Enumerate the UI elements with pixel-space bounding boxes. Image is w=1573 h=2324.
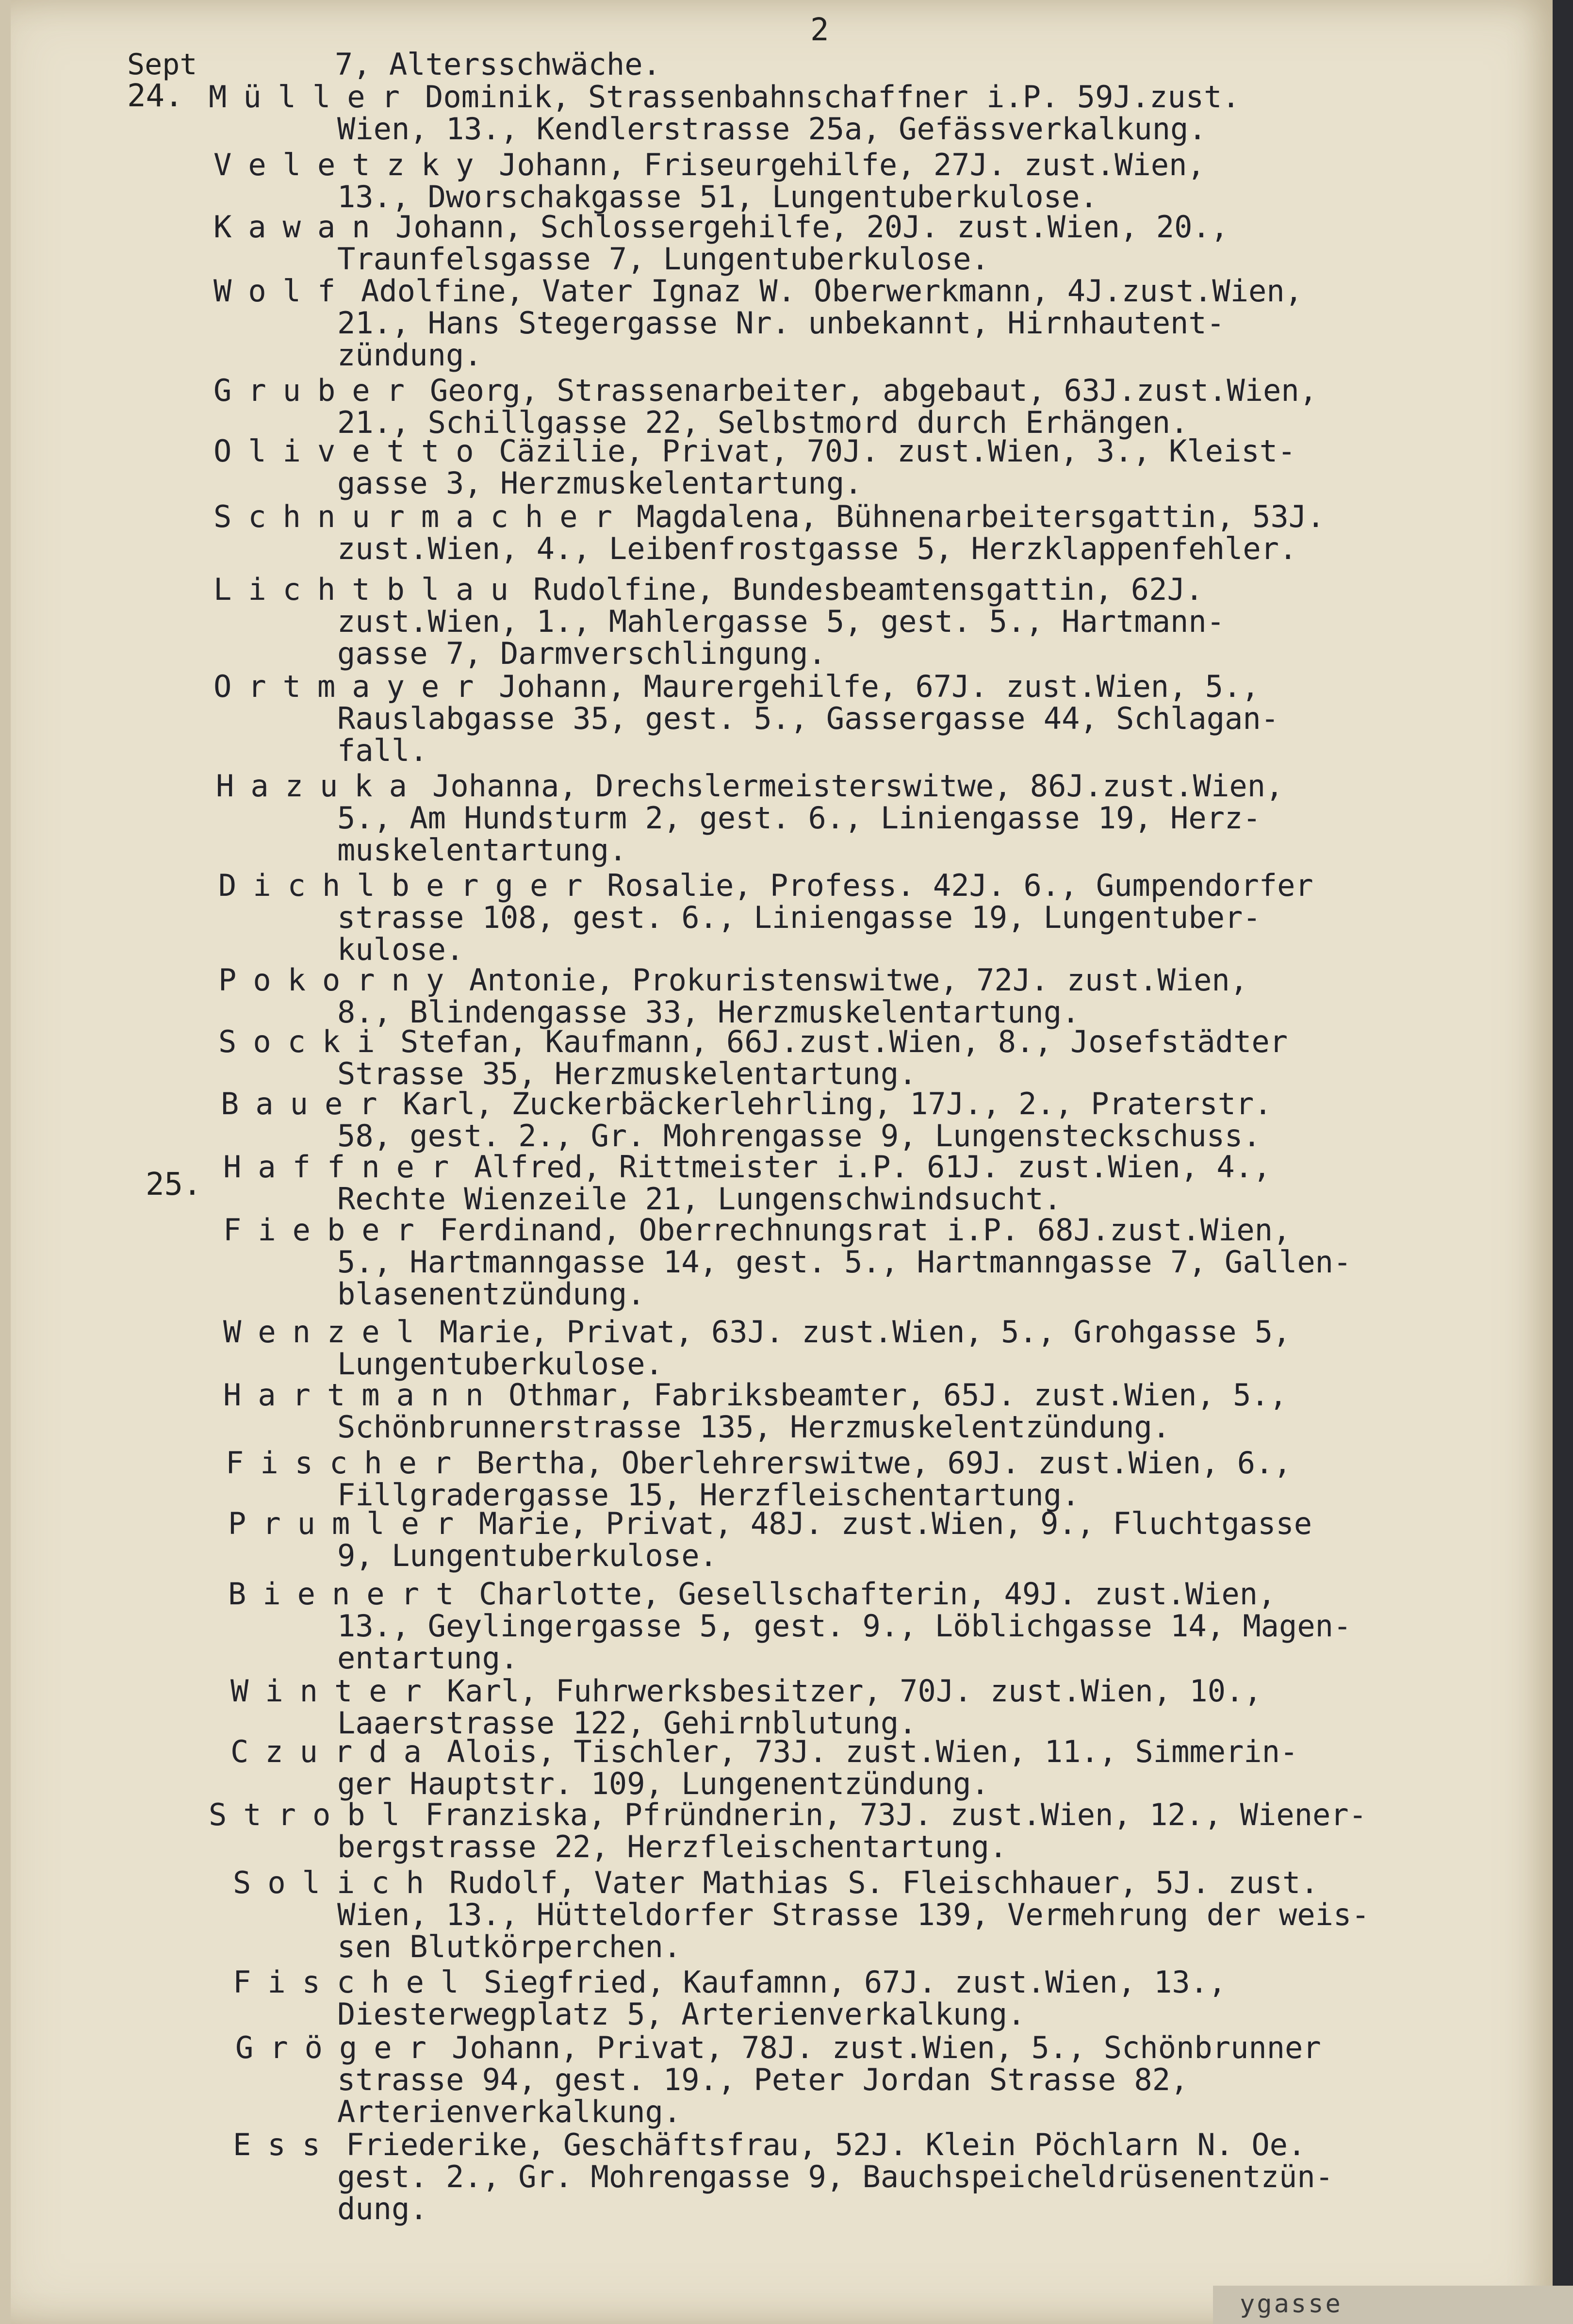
entry-surname: Fieber <box>223 1212 431 1248</box>
page-number: 2 <box>810 12 829 48</box>
entry-line: Johann, Maurergehilfe, 67J. zust.Wien, 5., <box>499 669 1260 704</box>
entry-line: Bertha, Oberlehrerswitwe, 69J. zust.Wien, 6., <box>476 1445 1292 1481</box>
entry-surname: Kawan <box>213 209 387 245</box>
entry-line: strasse 94, gest. 19., Peter Jordan Strasse 82, <box>337 2062 1189 2097</box>
entry-surname: Socki <box>218 1024 392 1059</box>
entry-line: muskelentartung. <box>337 832 627 868</box>
entry-surname: Schnurmacher <box>213 499 629 534</box>
entry-line: ger Hauptstr. 109, Lungenentzündung. <box>337 1766 989 1801</box>
entry-line: zündung. <box>337 337 482 373</box>
entry-surname: Haffner <box>223 1149 466 1185</box>
entry-line: 7, Altersschwäche. <box>335 47 661 82</box>
entry-line: Schönbrunnerstrasse 135, Herzmuskelentzündung. <box>337 1409 1171 1445</box>
entry-line: Magdalena, Bühnenarbeitersgattin, 53J. <box>637 499 1325 534</box>
entry-line: Siegfried, Kaufamnn, 67J. zust.Wien, 13., <box>484 1964 1227 2000</box>
entry-line: Ferdinand, Oberrechnungsrat i.P. 68J.zust.Wien, <box>440 1212 1291 1248</box>
entry-line: zust.Wien, 1., Mahlergasse 5, gest. 5., Hartmann- <box>337 604 1225 639</box>
entry-line: 13., Geylingergasse 5, gest. 9., Löblichgasse 14, Magen- <box>337 1608 1352 1644</box>
entry-line: Lungentuberkulose. <box>337 1346 663 1382</box>
entry-surname: Wolf <box>213 273 352 309</box>
entry-line: Cäzilie, Privat, 70J. zust.Wien, 3., Kleist- <box>499 433 1296 469</box>
entry-line: Antonie, Prokuristenswitwe, 72J. zust.Wien, <box>469 962 1248 998</box>
entry-surname: Pokorny <box>218 962 461 998</box>
entry-line: Wien, 13., Kendlerstrasse 25a, Gefässverkalkung. <box>337 111 1207 147</box>
entry-line: Strasse 35, Herzmuskelentartung. <box>337 1056 917 1091</box>
entry-line: Alfred, Rittmeister i.P. 61J. zust.Wien, 4., <box>474 1149 1271 1185</box>
entry-line: gest. 2., Gr. Mohrengasse 9, Bauchspeicheldrüsenentzün- <box>337 2159 1333 2194</box>
entry-line: 21., Schillgasse 22, Selbstmord durch Erhängen. <box>337 405 1189 440</box>
entry-surname: Ess <box>233 2127 337 2162</box>
entry-surname: Prumler <box>228 1506 471 1541</box>
entry-surname: Bienert <box>228 1576 471 1612</box>
entry-line: blasenentzündung. <box>337 1276 645 1312</box>
entry-surname: Bauer <box>221 1086 394 1121</box>
entry-surname: Hazuka <box>216 768 424 804</box>
entry-line: Stefan, Kaufmann, 66J.zust.Wien, 8., Josefstädter <box>400 1024 1288 1059</box>
entry-line: Georg, Strassenarbeiter, abgebaut, 63J.zust.Wien, <box>430 373 1318 408</box>
entry-surname: Gröger <box>235 2030 443 2065</box>
entry-line: Karl, Zuckerbäckerlehrling, 17J., 2., Praterstr. <box>403 1086 1272 1121</box>
entry-surname: Olivetto <box>213 433 491 469</box>
entry-surname: Gruber <box>213 373 421 408</box>
sheet-edge <box>0 0 11 2324</box>
entry-line: gasse 7, Darmverschlingung. <box>337 636 826 671</box>
entry-line: 9, Lungentuberkulose. <box>337 1538 718 1573</box>
entry-surname: Ortmayer <box>213 669 491 704</box>
entry-line: Adolfine, Vater Ignaz W. Oberwerkmann, 4J.zust.Wien, <box>361 273 1303 309</box>
date-month: Sept <box>127 48 197 82</box>
entry-line: Karl, Fuhrwerksbesitzer, 70J. zust.Wien, 10., <box>447 1673 1262 1709</box>
entry-line: 13., Dworschakgasse 51, Lungentuberkulose. <box>337 179 1098 214</box>
entry-line: Fillgradergasse 15, Herzfleischentartung. <box>337 1477 1080 1513</box>
entry-line: Traunfelsgasse 7, Lungentuberkulose. <box>337 241 989 277</box>
entry-line: Rosalie, Profess. 42J. 6., Gumpendorfer <box>607 868 1313 903</box>
entry-line: Franziska, Pfründnerin, 73J. zust.Wien, 12., Wiener- <box>425 1797 1367 1832</box>
entry-line: dung. <box>337 2191 428 2226</box>
entry-line: Marie, Privat, 48J. zust.Wien, 9., Fluchtgasse <box>479 1506 1312 1541</box>
entry-line: Johann, Friseurgehilfe, 27J. zust.Wien, <box>499 147 1205 182</box>
entry-line: Johann, Privat, 78J. zust.Wien, 5., Schönbrunner <box>452 2030 1321 2065</box>
entry-line: strasse 108, gest. 6., Liniengasse 19, Lungentuber- <box>337 900 1261 935</box>
entry-line: Rudolfine, Bundesbeamtensgattin, 62J. <box>533 572 1204 607</box>
date-day-25: 25. <box>146 1167 202 1203</box>
entry-surname: Strobl <box>209 1797 416 1832</box>
entry-surname: Lichtblau <box>213 572 525 607</box>
entry-line: Dominik, Strassenbahnschaffner i.P. 59J.zust. <box>425 79 1240 115</box>
entry-line: Rechte Wienzeile 21, Lungenschwindsucht. <box>337 1181 1062 1217</box>
entry-line: Diesterwegplatz 5, Arterienverkalkung. <box>337 1996 1026 2032</box>
entry-line: kulose. <box>337 932 464 967</box>
entry-line: zust.Wien, 4., Leibenfrostgasse 5, Herzklappenfehler. <box>337 531 1297 566</box>
entry-line: Marie, Privat, 63J. zust.Wien, 5., Grohgasse 5, <box>440 1314 1291 1350</box>
underlying-sheet-text: ygasse <box>1240 2290 1343 2319</box>
entry-line: 21., Hans Stegergasse Nr. unbekannt, Hirnhautent- <box>337 305 1225 341</box>
entry-line: 5., Hartmanngasse 14, gest. 5., Hartmanngasse 7, Gallen- <box>337 1244 1352 1280</box>
entry-surname: Müller <box>209 79 416 115</box>
entry-surname: Winter <box>230 1673 438 1709</box>
entry-line: Charlotte, Gesellschafterin, 49J. zust.Wien, <box>479 1576 1276 1612</box>
entry-surname: Veletzky <box>213 147 491 182</box>
entry-surname: Solich <box>233 1865 441 1900</box>
entry-line: Johanna, Drechslermeisterswitwe, 86J.zust.Wien, <box>432 768 1284 804</box>
entry-line: Rauslabgasse 35, gest. 5., Gassergasse 44, Schlagan- <box>337 701 1279 736</box>
entry-line: Friederike, Geschäftsfrau, 52J. Klein Pöchlarn N. Oe. <box>346 2127 1306 2162</box>
binder-strip <box>1553 0 1573 2324</box>
entry-line: Wien, 13., Hütteldorfer Strasse 139, Vermehrung der weis- <box>337 1897 1370 1932</box>
entry-surname: Hartmann <box>223 1377 500 1413</box>
entry-line: Alois, Tischler, 73J. zust.Wien, 11., Simmerin- <box>447 1734 1298 1769</box>
entry-line: 58, gest. 2., Gr. Mohrengasse 9, Lungensteckschuss. <box>337 1118 1261 1154</box>
entry-line: Laaerstrasse 122, Gehirnblutung. <box>337 1705 917 1741</box>
entry-line: entartung. <box>337 1640 519 1676</box>
entry-surname: Wenzel <box>223 1314 431 1350</box>
entry-line: fall. <box>337 733 428 768</box>
entry-surname: Dichlberger <box>218 868 599 903</box>
entry-line: sen Blutkörperchen. <box>337 1929 682 1964</box>
entry-line: bergstrasse 22, Herzfleischentartung. <box>337 1829 1008 1864</box>
entry-surname: Czurda <box>230 1734 438 1769</box>
date-day-24: 24. <box>127 78 183 114</box>
entry-line: Othmar, Fabriksbeamter, 65J. zust.Wien, 5., <box>508 1377 1288 1413</box>
entry-line: Johann, Schlossergehilfe, 20J. zust.Wien, 20., <box>395 209 1229 245</box>
entry-line: gasse 3, Herzmuskelentartung. <box>337 465 863 501</box>
entry-line: Rudolf, Vater Mathias S. Fleischhauer, 5J. zust. <box>449 1865 1319 1900</box>
entry-surname: Fischel <box>233 1964 475 2000</box>
entry-line: 5., Am Hundsturm 2, gest. 6., Liniengasse 19, Herz- <box>337 800 1261 836</box>
entry-line: Arterienverkalkung. <box>337 2094 682 2129</box>
entry-surname: Fischer <box>226 1445 468 1481</box>
entry-line: 8., Blindengasse 33, Herzmuskelentartung. <box>337 994 1080 1030</box>
